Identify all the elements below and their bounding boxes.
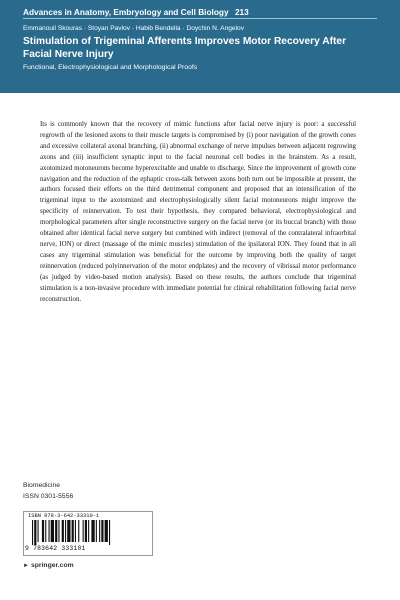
barcode-bars — [32, 520, 144, 545]
abstract-text: Its is commonly known that the recovery of mimic functions after facial nerve injury is poor: a successful regrowth of the lesioned axons to their muscle targets is compromised by (i) poor navigation of the growth cones and excessive collateral axonal branching, (ii) abnormal exchange of nerve impulses between adjacent regrowing axons and (iii) insufficient synaptic input to the facial neuronal cell bodies in the brainstem. As a result, axotomized motoneurons become hyperexcitable and unable to discharge. Since the improvement of growth cone navigation and the reduction of the ephaptic cross-talk between axons both turn out be impossible at present, the authors focused their efforts on the third detrimental component and proposed that an intensification of the trigeminal input to the axotomized and electrophysiologically silent facial motoneurons might improve the specificity of reinnervation. To test their hypothesis, they compared behavioral, electrophysiological and morphological parameters after single reconstructive surgery on the facial nerve (or its buccal branch) with those obtained after identical facial nerve surgery but combined with indirect (removal of the contralateral infraorbital nerve, ION) or direct (massage of the mimic muscles) stimulation of the ipsilateral ION. They found that in all cases any trigeminal stimulation was beneficial for the outcome by improving both the quality of target reinnervation (reduced polyinnervation of the motor endplates) and the recovery of vibrissal motor performance (as judged by video-based motion analysis). Based on these results, the authors conclude that trigeminal stimulation is a non-invasive procedure with immediate potential for clinical rehabilitation following facial nerve reconstruction. — [40, 121, 356, 303]
series-title — [23, 7, 249, 17]
book-title: Stimulation of Trigeminal Afferents Improves Motor Recovery After Facial Nerve Injury — [23, 36, 347, 60]
publisher-website-text: springer.com — [30, 562, 74, 569]
arrow-right-icon: ► — [23, 563, 29, 569]
series-name: Advances in Anatomy, Embryology and Cell Biology — [23, 7, 229, 17]
barcode — [23, 511, 153, 556]
issn: ISSN 0301-5556 — [23, 493, 74, 500]
subject-category: Biomedicine — [23, 482, 61, 489]
isbn-text: ISBN 978-3-642-33310-1 — [28, 513, 100, 519]
publisher-website-link[interactable] — [23, 562, 74, 569]
book-subtitle: Functional, Electrophysiological and Morphological Proofs — [23, 64, 198, 71]
barcode-digits: 9 783642 333101 — [25, 545, 86, 552]
authors: Emmanouil Skouras · Stoyan Pavlov · Habib Bendella · Doychin N. Angelov — [23, 25, 244, 32]
series-number: 213 — [234, 7, 249, 17]
header-divider — [23, 18, 377, 19]
header-panel — [0, 0, 400, 93]
